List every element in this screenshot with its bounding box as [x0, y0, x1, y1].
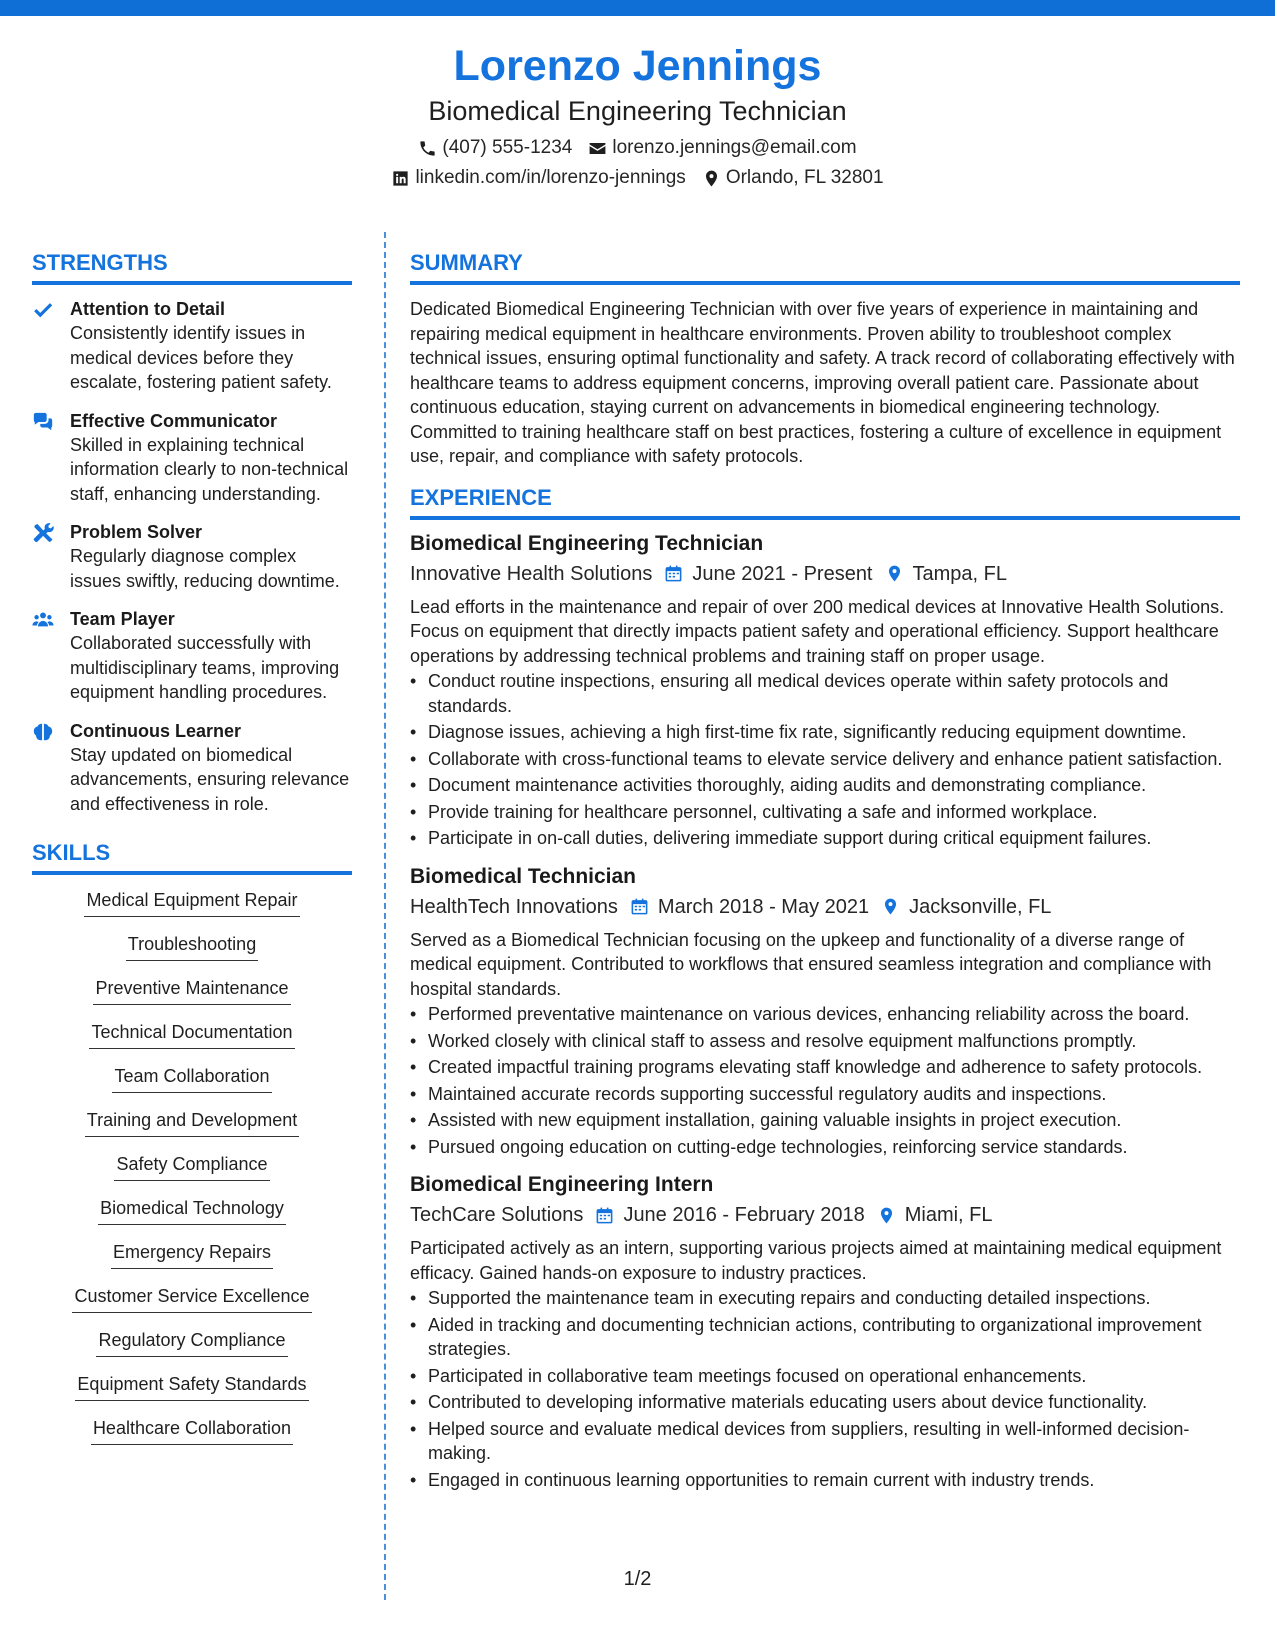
skills-list: [32, 887, 352, 1459]
strength-desc: Stay updated on biomedical advancements, ensuring relevance and effectiveness in role.: [70, 744, 350, 814]
skill-item: Healthcare Collaboration: [91, 1415, 293, 1445]
job-company: Innovative Health Solutions: [410, 562, 653, 585]
strength-title: Problem Solver: [70, 522, 203, 542]
linkedin-icon: [391, 169, 410, 188]
job-dates: June 2016 - February 2018: [623, 1204, 865, 1226]
email-text: lorenzo.jennings@email.com: [612, 137, 857, 158]
candidate-name: Lorenzo Jennings: [453, 42, 822, 90]
summary-heading: SUMMARY: [410, 248, 1240, 285]
calendar-icon: [630, 897, 649, 916]
skill-item: Safety Compliance: [114, 1151, 269, 1181]
job-title: Biomedical Engineering Technician: [410, 531, 764, 555]
linkedin-text: linkedin.com/in/lorenzo-jennings: [415, 167, 686, 188]
job-bullets: [410, 1002, 1240, 1159]
job-location: Tampa, FL: [912, 562, 1007, 585]
map-pin-icon: [702, 169, 721, 188]
strengths-heading: STRENGTHS: [32, 248, 352, 285]
job-bullet: • Pursued ongoing education on cutting-edge technologies, reinforcing service standards.: [410, 1135, 1240, 1160]
check-icon: [32, 299, 54, 321]
skill-item: Emergency Repairs: [111, 1239, 273, 1269]
job-bullet: • Worked closely with clinical staff to assess and resolve equipment malfunctions promptly.: [410, 1029, 1240, 1054]
skill-item: Medical Equipment Repair: [84, 887, 299, 917]
location-text: Orlando, FL 32801: [725, 167, 884, 188]
brain-icon: [32, 721, 54, 743]
job-entry: [410, 863, 1240, 1160]
calendar-icon: [664, 564, 683, 583]
skill-item: Regulatory Compliance: [96, 1327, 287, 1357]
job-company: TechCare Solutions: [410, 1204, 584, 1226]
job-bullet: • Participate in on-call duties, delivering immediate support during critical equipment failures.: [410, 826, 1240, 851]
tools-icon: [32, 522, 54, 544]
calendar-icon: [595, 1206, 614, 1225]
job-dates: March 2018 - May 2021: [657, 895, 870, 918]
strength-desc: Consistently identify issues in medical devices before they escalate, fostering patient safety.: [70, 323, 332, 392]
resume-header: [0, 40, 1275, 193]
job-bullet: • Created impactful training programs elevating staff knowledge and adherence to safety protocols.: [410, 1055, 1240, 1080]
phone-contact[interactable]: [418, 133, 572, 163]
chat-bubbles-icon: [32, 411, 54, 433]
phone-text: (407) 555-1234: [442, 137, 573, 158]
job-entry: [410, 530, 1240, 851]
skill-item: Troubleshooting: [126, 931, 258, 961]
job-bullet: • Helped source and evaluate medical devices from suppliers, resulting in well-informed decision-making.: [410, 1417, 1240, 1466]
page-number: 1/2: [623, 1568, 652, 1590]
job-location: Miami, FL: [904, 1204, 993, 1226]
strength-item: [32, 297, 352, 395]
job-description: Lead efforts in the maintenance and repair of over 200 medical devices at Innovative Health Solutions. Focus on equipment that directly impacts patient safety and operational efficiency. Support healthcare operations by addressing technical problems and training staff on proper usage.: [410, 596, 1225, 666]
job-dates: June 2021 - Present: [692, 562, 873, 585]
job-bullets: [410, 669, 1240, 851]
job-title: Biomedical Engineering Intern: [410, 1173, 714, 1196]
job-bullet: • Aided in tracking and documenting technician actions, contributing to organizational improvement strategies.: [410, 1313, 1240, 1362]
skill-item: Training and Development: [85, 1107, 299, 1137]
job-company: HealthTech Innovations: [410, 895, 618, 918]
skill-item: Customer Service Excellence: [72, 1283, 311, 1313]
strength-title: Team Player: [70, 609, 175, 629]
phone-icon: [418, 139, 437, 158]
map-pin-icon: [877, 1206, 896, 1225]
job-bullet: • Document maintenance activities thoroughly, aiding audits and demonstrating compliance.: [410, 773, 1240, 798]
job-meta: [410, 559, 1240, 589]
skill-item: Preventive Maintenance: [93, 975, 290, 1005]
strength-item: [32, 409, 352, 507]
job-meta: [410, 1200, 1240, 1230]
job-bullet: • Provide training for healthcare personnel, cultivating a safe and informed workplace.: [410, 800, 1240, 825]
strength-title: Effective Communicator: [70, 410, 278, 431]
job-bullet: • Assisted with new equipment installation, gaining valuable insights in project execution.: [410, 1108, 1240, 1133]
job-bullet: • Participated in collaborative team meetings focused on operational enhancements.: [410, 1364, 1240, 1389]
job-title: Biomedical Technician: [410, 864, 637, 888]
skills-heading: SKILLS: [32, 838, 352, 875]
job-bullet: • Diagnose issues, achieving a high first-time fix rate, significantly reducing equipment downtime.: [410, 720, 1240, 745]
map-pin-icon: [881, 897, 900, 916]
job-bullet: • Performed preventative maintenance on various devices, enhancing reliability across the board.: [410, 1002, 1240, 1027]
linkedin-contact[interactable]: [391, 163, 685, 193]
job-bullet: • Collaborate with cross-functional teams to elevate service delivery and enhance patient satisfaction.: [410, 747, 1240, 772]
job-location: Jacksonville, FL: [909, 895, 1052, 918]
skill-item: Technical Documentation: [89, 1019, 294, 1049]
strength-item: [32, 520, 352, 593]
job-bullet: • Conduct routine inspections, ensuring all medical devices operate within safety protocols and standards.: [410, 669, 1240, 718]
job-description: Participated actively as an intern, supporting various projects aimed at maintaining medical equipment efficacy. Gained hands-on exposure to industry practices.: [410, 1238, 1222, 1283]
strength-item: [32, 607, 352, 705]
job-meta: [410, 892, 1240, 922]
skill-item: Biomedical Technology: [98, 1195, 286, 1225]
strength-title: Attention to Detail: [70, 299, 225, 319]
experience-heading: EXPERIENCE: [410, 483, 1240, 520]
users-icon: [32, 609, 54, 631]
strength-item: [32, 719, 352, 817]
job-bullet: • Maintained accurate records supporting successful regulatory audits and inspections.: [410, 1082, 1240, 1107]
contact-row-2: [0, 163, 1275, 193]
right-column: [410, 248, 1240, 1504]
job-bullets: [410, 1286, 1240, 1492]
map-pin-icon: [885, 564, 904, 583]
job-entry: [410, 1171, 1240, 1492]
skill-item: Team Collaboration: [112, 1063, 271, 1093]
job-bullet: • Supported the maintenance team in executing repairs and conducting detailed inspections.: [410, 1286, 1240, 1311]
summary-text: Dedicated Biomedical Engineering Technician with over five years of experience in maintaining and repairing medical equipment in healthcare environments. Proven ability to troubleshoot complex technical issues, ensuring optimal functionality and safety. A track record of collaborating effectively with healthcare teams to address equipment concerns, improving overall patient care. Passionate about continuous education, staying current on advancements in biomedical engineering technology. Committed to training healthcare staff on best practices, fostering a culture of excellence in equipment use, repair, and compliance with safety protocols.: [410, 299, 1235, 466]
skill-item: Equipment Safety Standards: [75, 1371, 308, 1401]
job-description: Served as a Biomedical Technician focusing on the upkeep and functionality of a diverse range of medical equipment. Contributed to workflows that ensured seamless integration and compliance with hospital standards.: [410, 929, 1212, 999]
job-bullet: • Contributed to developing informative materials educating users about device functionality.: [410, 1390, 1240, 1415]
location-contact: [702, 163, 884, 193]
contact-row-1: [0, 133, 1275, 163]
job-bullet: • Engaged in continuous learning opportunities to remain current with industry trends.: [410, 1468, 1240, 1493]
strength-title: Continuous Learner: [70, 720, 242, 741]
strength-desc: Skilled in explaining technical information clearly to non-technical staff, enhancing understanding.: [70, 434, 349, 504]
column-divider: [384, 232, 386, 1600]
email-contact[interactable]: [588, 133, 856, 163]
top-accent-bar: [0, 0, 1275, 16]
strength-desc: Regularly diagnose complex issues swiftly, reducing downtime.: [70, 546, 340, 591]
left-column: [32, 248, 352, 1459]
candidate-title: Biomedical Engineering Technician: [428, 96, 847, 126]
envelope-icon: [588, 139, 607, 158]
strength-desc: Collaborated successfully with multidisciplinary teams, improving equipment handling procedures.: [70, 633, 340, 702]
